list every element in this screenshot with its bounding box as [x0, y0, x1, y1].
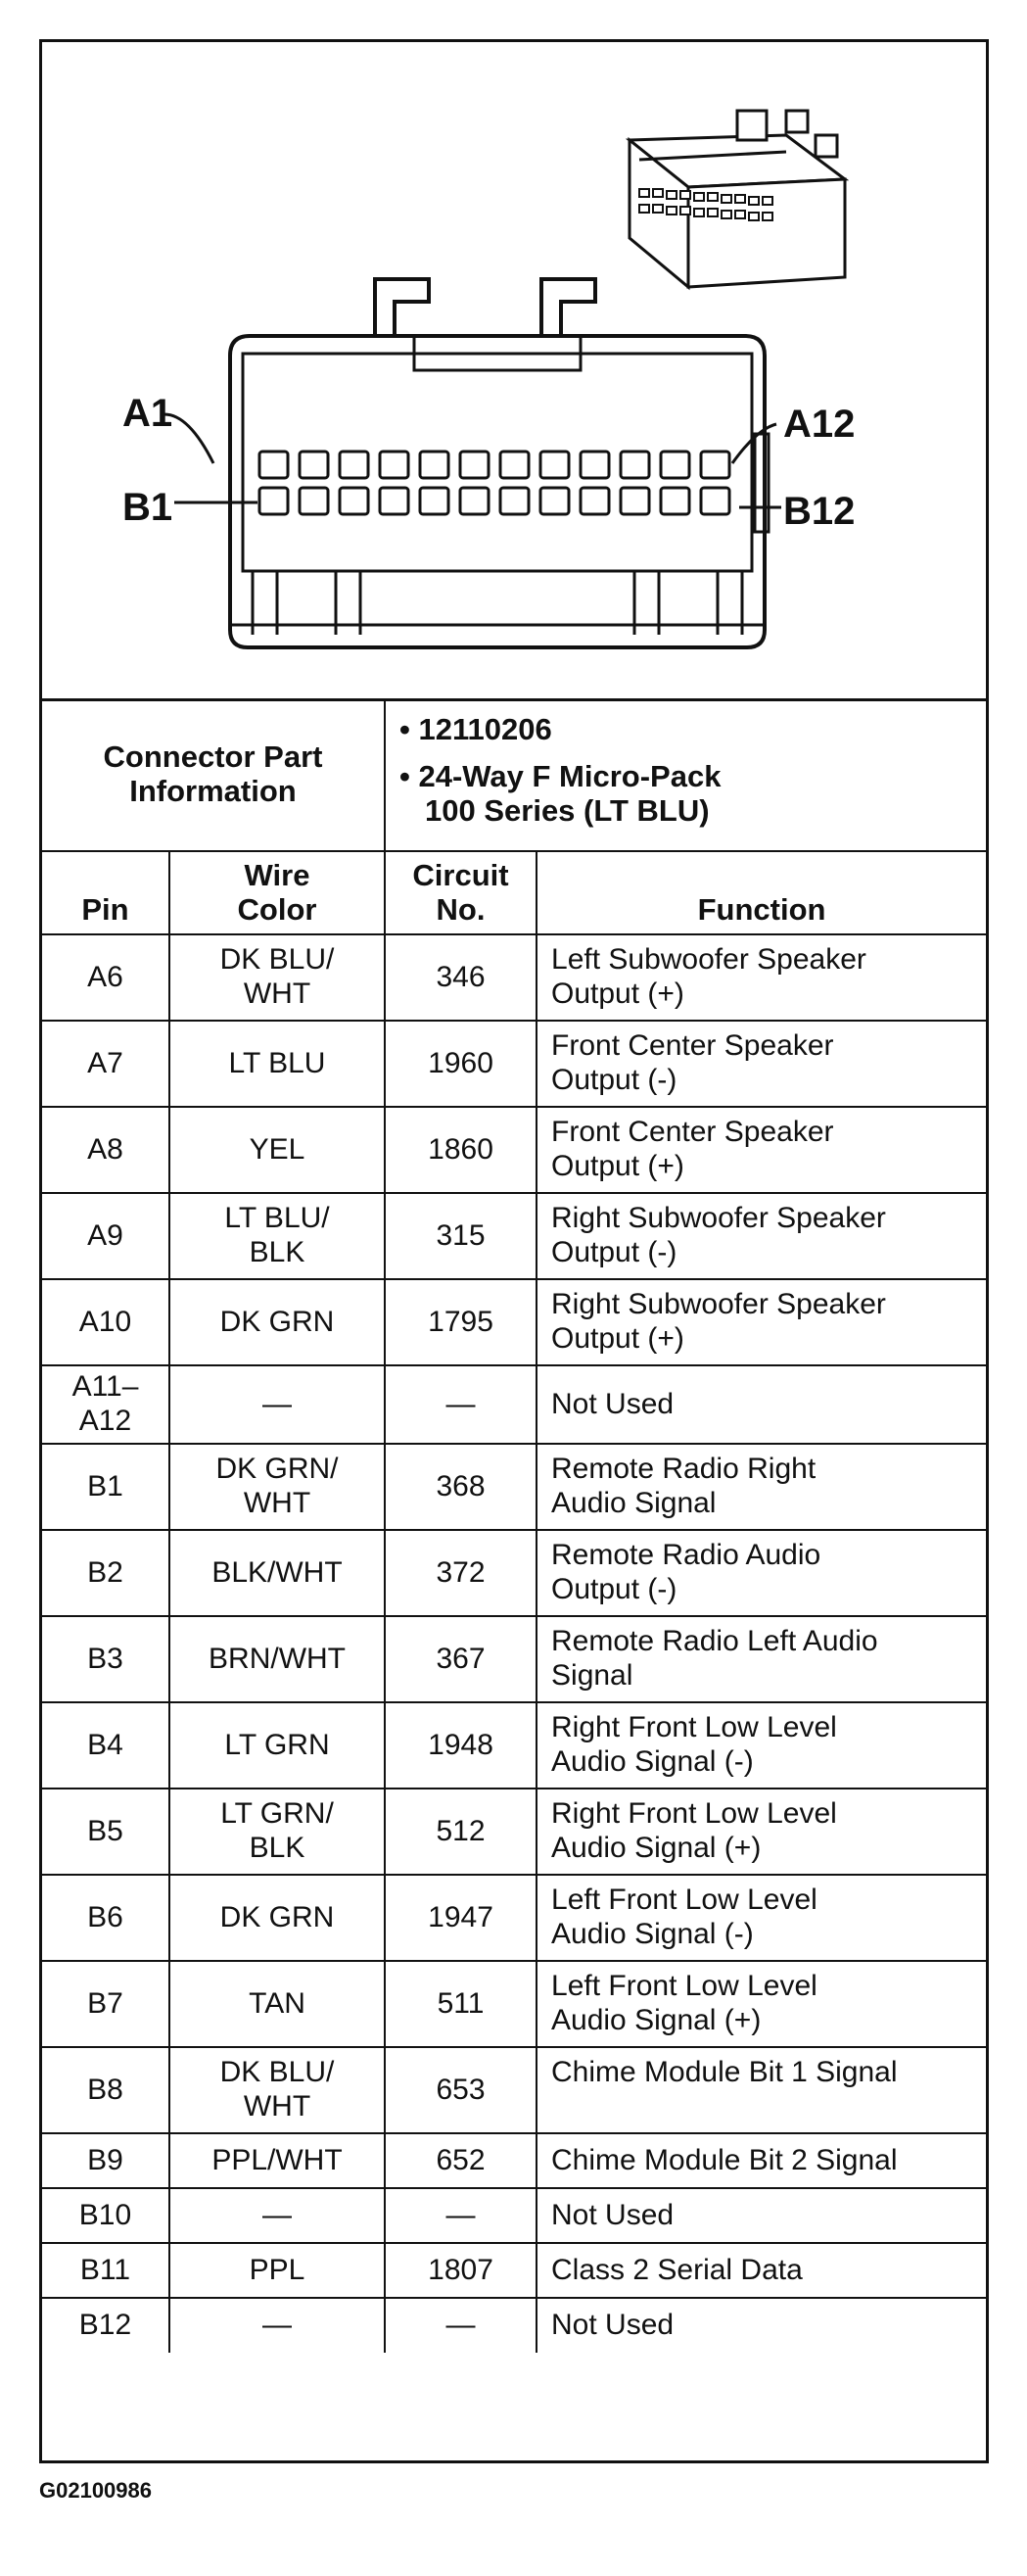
function-cell: Remote Radio Right Audio Signal	[537, 1444, 986, 1530]
pin-cavity-a11	[661, 452, 689, 478]
connector-sheet	[39, 39, 989, 2463]
pin-cell: A11– A12	[42, 1365, 169, 1444]
pin-cell: B12	[42, 2298, 169, 2353]
circuit-number-cell: 512	[385, 1789, 537, 1875]
table-row	[42, 2047, 986, 2133]
pin-cell: B10	[42, 2188, 169, 2243]
wire-color-cell: DK GRN	[169, 1875, 385, 1961]
function-cell: Right Subwoofer Speaker Output (+)	[537, 1279, 986, 1365]
wire-color-cell: PPL	[169, 2243, 385, 2298]
wire-color-cell: TAN	[169, 1961, 385, 2047]
circuit-number-cell: 1807	[385, 2243, 537, 2298]
pin-cavity-a3	[340, 452, 368, 478]
label-b1: B1	[122, 486, 173, 529]
function-cell: Chime Module Bit 2 Signal	[537, 2133, 986, 2188]
wire-color-cell: PPL/WHT	[169, 2133, 385, 2188]
connector-info-label: Connector Part Information	[42, 698, 385, 851]
circuit-number-cell: 367	[385, 1616, 537, 1702]
table-row	[42, 1702, 986, 1789]
header-wire-color: Wire Color	[169, 851, 385, 934]
pin-cell: B9	[42, 2133, 169, 2188]
pin-cell: B8	[42, 2047, 169, 2133]
pin-cell: A8	[42, 1107, 169, 1193]
table-row	[42, 1107, 986, 1193]
pin-cavity-b5	[420, 488, 448, 514]
function-cell: Chime Module Bit 1 Signal	[537, 2047, 986, 2133]
wire-color-cell: BLK/WHT	[169, 1530, 385, 1616]
pin-cell: B11	[42, 2243, 169, 2298]
pin-cavity-a4	[380, 452, 408, 478]
pin-cell: A6	[42, 934, 169, 1021]
connector-info-row	[42, 698, 986, 851]
circuit-number-cell: 652	[385, 2133, 537, 2188]
connector-drawing	[42, 42, 986, 701]
figure-code: G02100986	[39, 2478, 152, 2503]
table-row	[42, 1365, 986, 1444]
table-header-row	[42, 851, 986, 934]
table-row	[42, 2133, 986, 2188]
pin-cavity-b3	[340, 488, 368, 514]
pin-cavity-b7	[500, 488, 529, 514]
circuit-number-cell: 511	[385, 1961, 537, 2047]
function-cell: Left Front Low Level Audio Signal (-)	[537, 1875, 986, 1961]
circuit-number-cell: 1795	[385, 1279, 537, 1365]
label-a12: A12	[783, 403, 856, 446]
pin-cell: B5	[42, 1789, 169, 1875]
part-number: • 12110206	[399, 712, 552, 746]
wire-color-cell: DK GRN/ WHT	[169, 1444, 385, 1530]
table-row	[42, 1021, 986, 1107]
wire-color-cell: DK BLU/ WHT	[169, 934, 385, 1021]
pin-cavity-b1	[259, 488, 288, 514]
function-cell: Right Subwoofer Speaker Output (-)	[537, 1193, 986, 1279]
table-row	[42, 1530, 986, 1616]
function-cell: Not Used	[537, 1365, 986, 1444]
table-row	[42, 1875, 986, 1961]
pin-cavity-a1	[259, 452, 288, 478]
function-cell: Front Center Speaker Output (+)	[537, 1107, 986, 1193]
function-cell: Right Front Low Level Audio Signal (-)	[537, 1702, 986, 1789]
circuit-number-cell: —	[385, 1365, 537, 1444]
function-cell: Front Center Speaker Output (-)	[537, 1021, 986, 1107]
table-row	[42, 2243, 986, 2298]
function-cell: Not Used	[537, 2298, 986, 2353]
wire-color-cell: DK GRN	[169, 1279, 385, 1365]
function-cell: Remote Radio Left Audio Signal	[537, 1616, 986, 1702]
circuit-number-cell: 368	[385, 1444, 537, 1530]
connector-info-value	[385, 698, 986, 851]
function-cell: Remote Radio Audio Output (-)	[537, 1530, 986, 1616]
wire-color-cell: DK BLU/ WHT	[169, 2047, 385, 2133]
pin-cell: B4	[42, 1702, 169, 1789]
circuit-number-cell: 315	[385, 1193, 537, 1279]
circuit-number-cell: 1948	[385, 1702, 537, 1789]
table-row	[42, 1961, 986, 2047]
pin-cell: B7	[42, 1961, 169, 2047]
wire-color-cell: YEL	[169, 1107, 385, 1193]
header-pin: Pin	[42, 851, 169, 934]
pin-cavity-a5	[420, 452, 448, 478]
wire-color-cell: LT BLU/ BLK	[169, 1193, 385, 1279]
circuit-number-cell: 372	[385, 1530, 537, 1616]
wire-color-cell: LT BLU	[169, 1021, 385, 1107]
pin-cell: B3	[42, 1616, 169, 1702]
header-circuit-no: Circuit No.	[385, 851, 537, 934]
circuit-number-cell: 653	[385, 2047, 537, 2133]
header-function: Function	[537, 851, 986, 934]
circuit-number-cell: 346	[385, 934, 537, 1021]
circuit-number-cell: —	[385, 2188, 537, 2243]
wire-color-cell: LT GRN	[169, 1702, 385, 1789]
label-b12: B12	[783, 490, 856, 533]
pin-cavity-a2	[300, 452, 328, 478]
table-row	[42, 1193, 986, 1279]
function-cell: Not Used	[537, 2188, 986, 2243]
pin-cavity-a10	[621, 452, 649, 478]
function-cell: Left Front Low Level Audio Signal (+)	[537, 1961, 986, 2047]
function-cell: Left Subwoofer Speaker Output (+)	[537, 934, 986, 1021]
wire-color-cell: —	[169, 2298, 385, 2353]
table-row	[42, 2188, 986, 2243]
circuit-number-cell: 1947	[385, 1875, 537, 1961]
wire-color-cell: —	[169, 1365, 385, 1444]
pin-cavity-a8	[540, 452, 569, 478]
circuit-number-cell: 1960	[385, 1021, 537, 1107]
wire-color-cell: —	[169, 2188, 385, 2243]
table-row	[42, 1789, 986, 1875]
pin-cavity-b4	[380, 488, 408, 514]
table-row	[42, 2298, 986, 2353]
connector-isometric-view	[630, 111, 845, 287]
function-cell: Right Front Low Level Audio Signal (+)	[537, 1789, 986, 1875]
pinout-table	[42, 698, 986, 2353]
pin-cell: B1	[42, 1444, 169, 1530]
pin-cavity-b2	[300, 488, 328, 514]
table-row	[42, 1616, 986, 1702]
pin-cell: A9	[42, 1193, 169, 1279]
wire-color-cell: LT GRN/ BLK	[169, 1789, 385, 1875]
pin-cell: A7	[42, 1021, 169, 1107]
table-row	[42, 934, 986, 1021]
circuit-number-cell: —	[385, 2298, 537, 2353]
pin-cavity-a6	[460, 452, 489, 478]
function-cell: Class 2 Serial Data	[537, 2243, 986, 2298]
pin-cavity-a7	[500, 452, 529, 478]
pin-cavity-b12	[701, 488, 729, 514]
pin-cavity-a9	[581, 452, 609, 478]
pin-cavity-b8	[540, 488, 569, 514]
pin-cell: B2	[42, 1530, 169, 1616]
wire-color-cell: BRN/WHT	[169, 1616, 385, 1702]
connector-description: • 24-Way F Micro-Pack	[399, 758, 722, 793]
pin-cavity-b10	[621, 488, 649, 514]
table-row	[42, 1444, 986, 1530]
label-a1: A1	[122, 392, 173, 435]
pin-cell: A10	[42, 1279, 169, 1365]
pin-cavity-b9	[581, 488, 609, 514]
pin-cavity-b11	[661, 488, 689, 514]
pin-cell: B6	[42, 1875, 169, 1961]
table-row	[42, 1279, 986, 1365]
circuit-number-cell: 1860	[385, 1107, 537, 1193]
pin-cavity-a12	[701, 452, 729, 478]
pin-cavity-grid	[259, 452, 729, 514]
connector-face-svg	[42, 42, 986, 698]
connector-description-line2: 100 Series (LT BLU)	[425, 793, 710, 829]
pin-cavity-b6	[460, 488, 489, 514]
